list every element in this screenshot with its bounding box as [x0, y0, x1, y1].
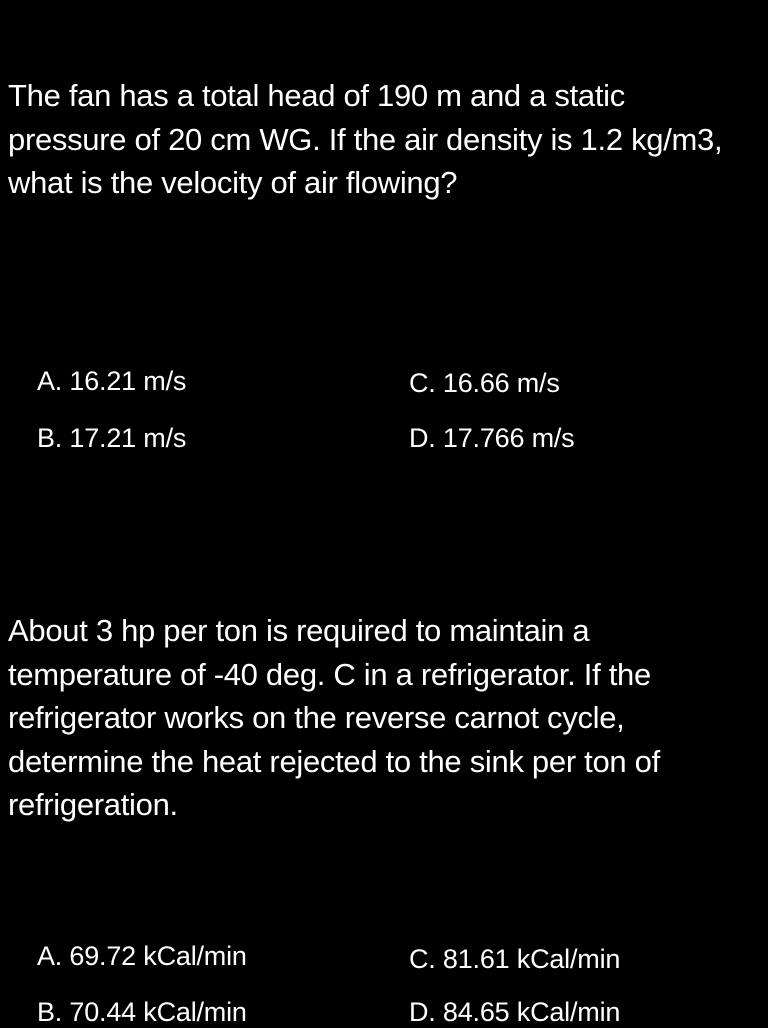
question-1-text: The fan has a total head of 190 m and a static pressure of 20 cm WG. If the air density is 1.2 kg/m3, what is the velocity of air flowing?: [8, 78, 723, 200]
question-1-choice-a: A. 16.21 m/s: [37, 366, 187, 396]
question-2-choice-c: C. 81.61 kCal/min: [409, 944, 621, 974]
question-2-choice-a: A. 69.72 kCal/min: [37, 941, 247, 971]
question-2-choice-d: D. 84.65 kCal/min: [409, 997, 621, 1027]
question-1-choice-b: B. 17.21 m/s: [37, 423, 187, 453]
question-2-text: About 3 hp per ton is required to maintain a temperature of -40 deg. C in a refrigerator. If the refrigerator works on the reverse carnot cycle, determine the heat rejected to the sink per ton of refrigeration.: [8, 613, 660, 822]
question-2-choice-b: B. 70.44 kCal/min: [37, 997, 247, 1027]
question-1-choice-c: C. 16.66 m/s: [409, 368, 560, 398]
question-1-choice-d: D. 17.766 m/s: [409, 423, 575, 453]
